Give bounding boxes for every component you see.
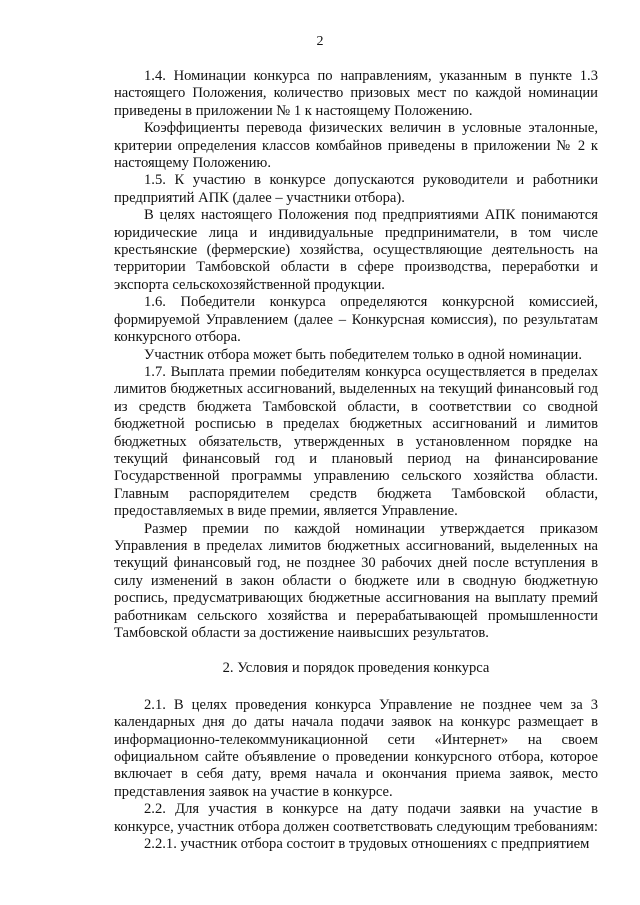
paragraph-coefficients: Коэффициенты перевода физических величин в условные эталонные, критерии определения классов комбайнов приведены в приложении № 2 к настоящему Положению. — [114, 120, 598, 172]
paragraph-2-2-1: 2.2.1. участник отбора состоит в трудовых отношениях с предприятием — [144, 836, 590, 853]
page-number: 2 — [316, 34, 324, 49]
paragraph-prize-size: Размер премии по каждой номинации утверждается приказом Управления в пределах лимитов бюджетных ассигнований, выделенных на текущий финансовый год, не позднее 30 рабочих дней после вступления в силу изменений в закон области о бюджете или в сводную бюджетную роспись, предусматривающих бюджетные ассигнования на выплату премий работникам сельского хозяйства и перерабатывающей промышленности Тамбовской области за достижение наивысших результатов. — [114, 520, 598, 641]
paragraph-2-1: 2.1. В целях проведения конкурса Управление не позднее чем за 3 календарных дня до даты начала подачи заявок на конкурс размещает в информационно-телекоммуникационной сети «Интернет» на своем официальном сайте объявление о проведении конкурсного отбора, которое включает в себя дату, время начала и окончания приема заявок, место представления заявок на участие в конкурсе. — [114, 696, 598, 800]
paragraph-2-2: 2.2. Для участия в конкурсе на дату подачи заявки на участие в конкурсе, участник отбора должен соответствовать следующим требованиям: — [114, 801, 598, 835]
paragraph-1-5: 1.5. К участию в конкурсе допускаются руководители и работники предприятий АПК (далее – участники отбора). — [114, 172, 598, 206]
paragraph-1-4: 1.4. Номинации конкурса по направлениям, указанным в пункте 1.3 настоящего Положения, количество призовых мест по каждой номинации приведены в приложении № 1 к настоящему Положению. — [114, 68, 598, 119]
paragraph-1-6: 1.6. Победители конкурса определяются конкурсной комиссией, формируемой Управлением (далее – Конкурсная комиссия), по результатам конкурсного отбора. — [114, 294, 598, 346]
paragraph-apk-definition: В целях настоящего Положения под предприятиями АПК понимаются юридические лица и индивидуальные предприниматели, в том числе крестьянские (фермерские) хозяйства, осуществляющие деятельность на территории Тамбовской области в сфере производства, переработки и экспорта сельскохозяйственной продукции. — [114, 207, 598, 293]
paragraph-one-nomination: Участник отбора может быть победителем только в одной номинации. — [144, 346, 582, 363]
section-heading: 2. Условия и порядок проведения конкурса — [222, 660, 490, 677]
paragraph-1-7: 1.7. Выплата премии победителям конкурса осуществляется в пределах лимитов бюджетных ассигнований, выделенных на текущий финансовый год из средств бюджета Тамбовской области, в соответствии со сводной бюджетной росписью в пределах бюджетных ассигнований и лимитов бюджетных обязательств, утвержденных в установленном порядке на текущий финансовый год и плановый период на финансирование Государственной программы управлению сельского хозяйства области. Главным распорядителем средств бюджета Тамбовской области, предоставляемых в виде премии, является Управление. — [114, 363, 598, 520]
document-body — [114, 68, 598, 853]
